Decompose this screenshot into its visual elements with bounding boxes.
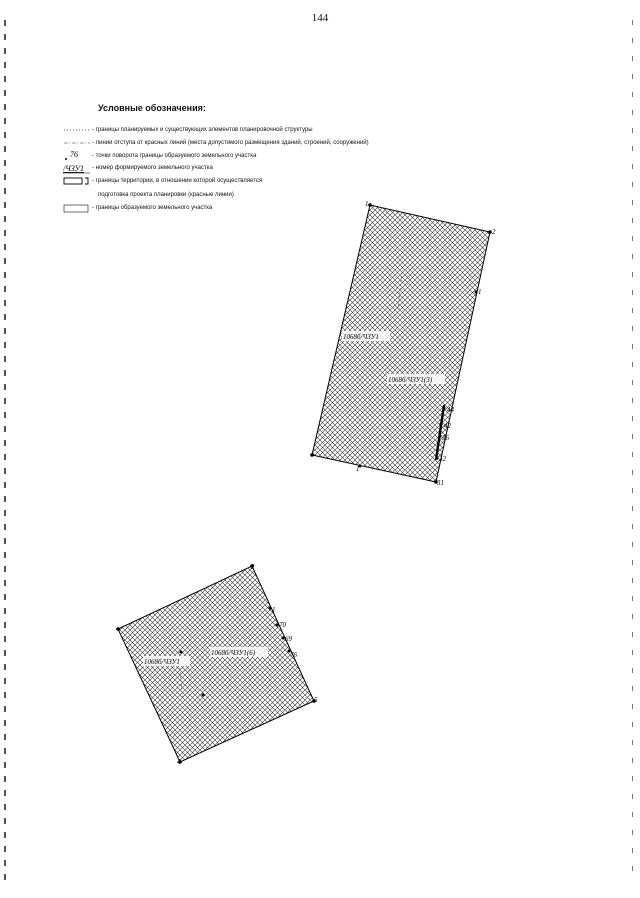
- parcel-label: 1068б/ЧЗУ1: [144, 658, 180, 666]
- legend-item-text: - номер формируемого земельного участка: [92, 165, 213, 171]
- parcel-top-area: [312, 205, 490, 482]
- legend-item-text: - границы образуемого земельного участка: [92, 205, 213, 211]
- point-label: 44: [447, 406, 454, 414]
- point-label: 76: [290, 651, 297, 659]
- legend-item-text: - границы планируемых и существующих элементов планировочной структуры: [92, 127, 313, 133]
- point-label: 5: [314, 696, 318, 704]
- point-label: 1: [272, 606, 276, 614]
- legend-item-text: подготовка проекта планировки (красные линии): [98, 192, 234, 198]
- point-marker: [180, 651, 183, 654]
- point-marker: [443, 407, 446, 410]
- parcel-label: 1068б/ЧЗУ1: [343, 333, 379, 341]
- point-label: 31: [437, 479, 444, 487]
- point-marker: [116, 627, 120, 631]
- point-label-sample: 76: [70, 150, 78, 159]
- point-label: 2: [251, 563, 255, 571]
- point-label: 70: [279, 621, 286, 629]
- point-label: 2: [492, 228, 496, 236]
- legend-item-text: - точки поворота границы образуемого земельного участка: [92, 153, 257, 159]
- parcel-top: [310, 200, 496, 487]
- point-label: 32: [439, 455, 446, 463]
- point-label: 1: [365, 200, 369, 208]
- parcel-number-sample: /ЧЗУ1: [63, 164, 84, 173]
- point-marker: [202, 694, 205, 697]
- point-label: 1: [356, 465, 360, 473]
- point-label: 1: [478, 288, 482, 296]
- point-label: 42: [444, 422, 451, 430]
- legend-title: Условные обозначения:: [98, 103, 206, 113]
- point-marker: [440, 423, 443, 426]
- point-label: 4: [177, 758, 181, 766]
- parcel-label: 1068б/ЧЗУ1(6): [211, 649, 256, 657]
- point-label: 69: [285, 635, 292, 643]
- parcel-label: 1068б/ЧЗУ1(3): [388, 376, 433, 384]
- legend-item-text: - линии отступа от красных линий (места допустимого размещения зданий, строений, сооружений): [92, 140, 369, 146]
- parcel-bottom: [116, 563, 318, 766]
- legend-item-text: - границы территории, в отношении которой осуществляется: [92, 178, 263, 184]
- page-number: 144: [311, 12, 329, 24]
- point-marker: [368, 203, 372, 207]
- point-marker: [310, 453, 314, 457]
- point-label: 36: [442, 434, 449, 442]
